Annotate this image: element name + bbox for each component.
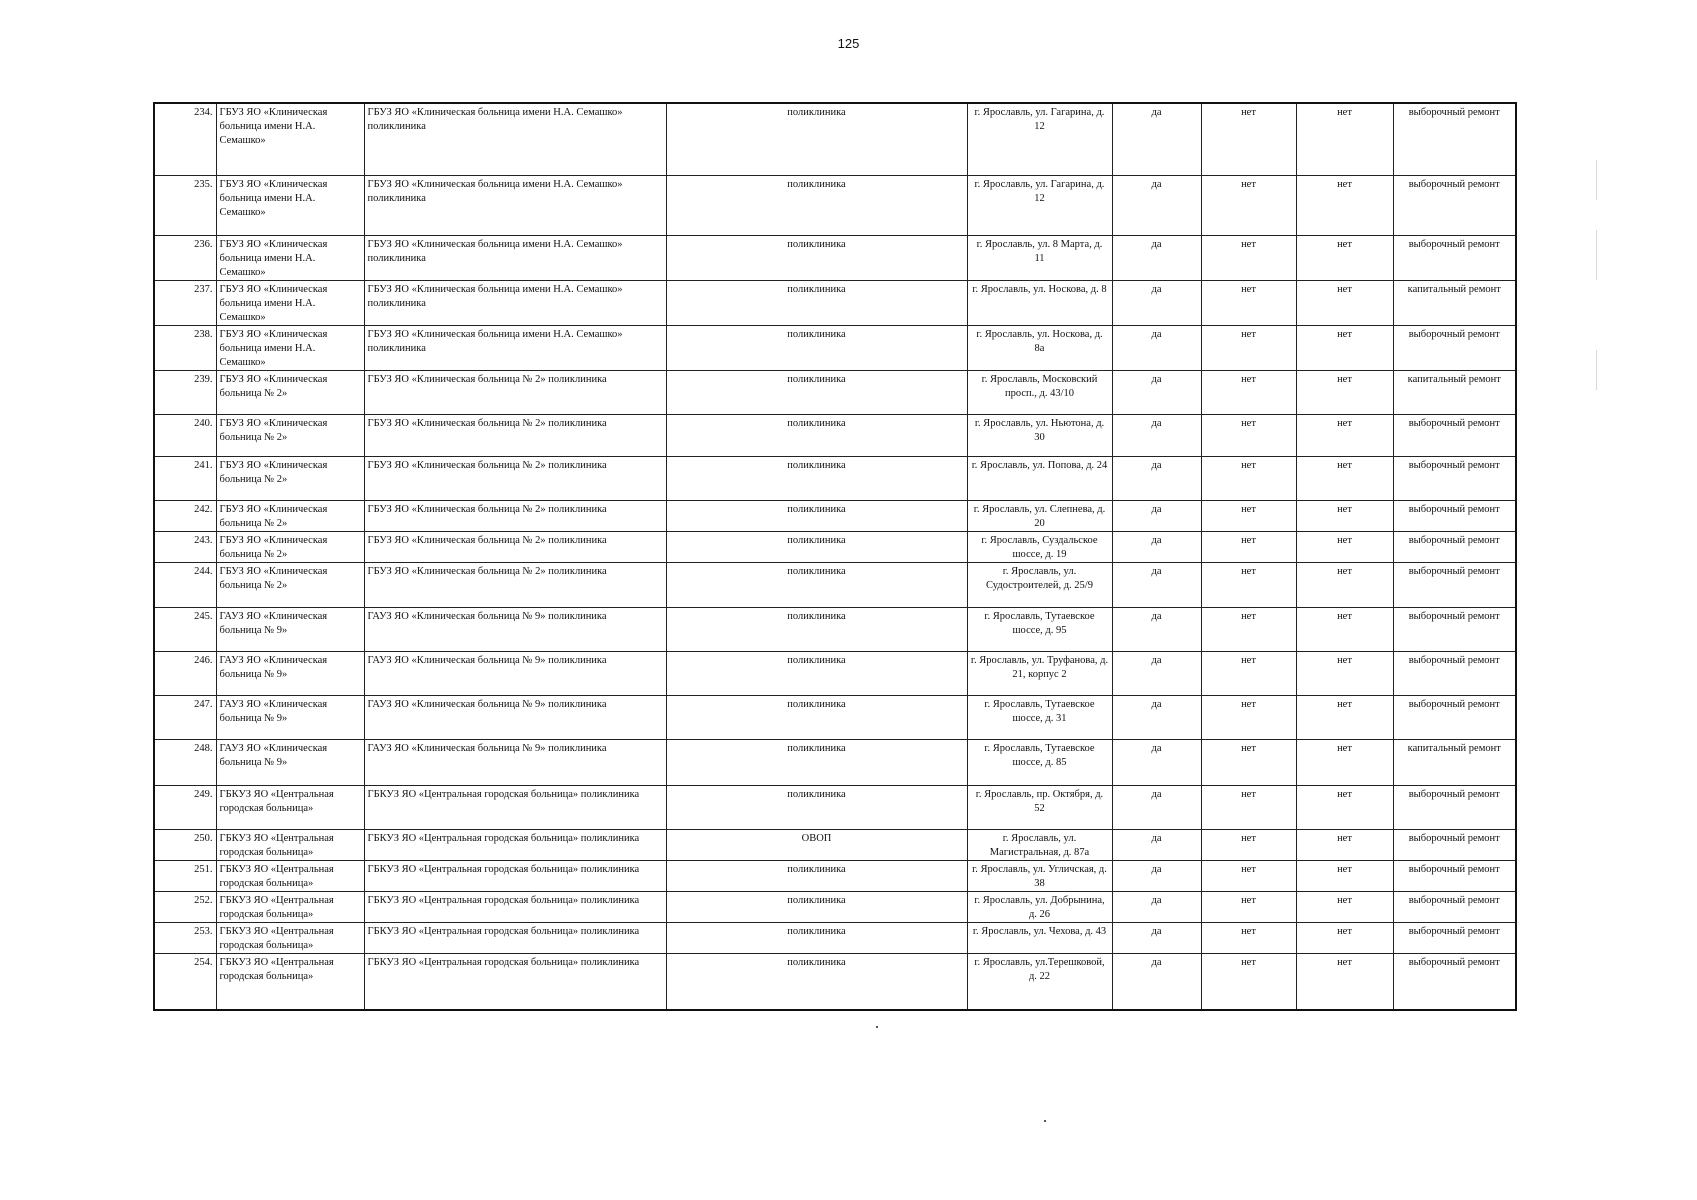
- flag-col-1: да: [1112, 785, 1201, 829]
- flag-col-2: нет: [1201, 531, 1296, 562]
- org-short-name: ГБКУЗ ЯО «Центральная городская больница»: [216, 860, 364, 891]
- flag-col-3: нет: [1296, 562, 1393, 607]
- flag-col-3: нет: [1296, 891, 1393, 922]
- table-row: [154, 531, 1516, 562]
- repair-type: выборочный ремонт: [1393, 829, 1516, 860]
- repair-type: выборочный ремонт: [1393, 456, 1516, 500]
- table-row: [154, 607, 1516, 651]
- row-number: 234.: [154, 103, 216, 175]
- facility-type: поликлиника: [666, 562, 967, 607]
- org-full-name: ГБКУЗ ЯО «Центральная городская больница» поликлиника: [364, 891, 666, 922]
- flag-col-2: нет: [1201, 414, 1296, 456]
- flag-col-1: да: [1112, 562, 1201, 607]
- table-row: [154, 695, 1516, 739]
- flag-col-2: нет: [1201, 651, 1296, 695]
- flag-col-1: да: [1112, 500, 1201, 531]
- facility-address: г. Ярославль, ул. Ньютона, д. 30: [967, 414, 1112, 456]
- facility-type: поликлиника: [666, 739, 967, 785]
- org-short-name: ГБКУЗ ЯО «Центральная городская больница»: [216, 829, 364, 860]
- facility-address: г. Ярославль, ул. Труфанова, д. 21, корпус 2: [967, 651, 1112, 695]
- org-full-name: ГБУЗ ЯО «Клиническая больница имени Н.А. Семашко» поликлиника: [364, 325, 666, 370]
- flag-col-1: да: [1112, 175, 1201, 235]
- table-row: [154, 456, 1516, 500]
- flag-col-2: нет: [1201, 607, 1296, 651]
- org-full-name: ГАУЗ ЯО «Клиническая больница № 9» поликлиника: [364, 607, 666, 651]
- repair-type: выборочный ремонт: [1393, 651, 1516, 695]
- flag-col-2: нет: [1201, 829, 1296, 860]
- table-row: [154, 922, 1516, 953]
- repair-type: выборочный ремонт: [1393, 860, 1516, 891]
- table-row: [154, 953, 1516, 1010]
- org-full-name: ГБУЗ ЯО «Клиническая больница имени Н.А. Семашко» поликлиника: [364, 280, 666, 325]
- org-full-name: ГАУЗ ЯО «Клиническая больница № 9» поликлиника: [364, 739, 666, 785]
- repair-type: выборочный ремонт: [1393, 953, 1516, 1010]
- org-short-name: ГБУЗ ЯО «Клиническая больница № 2»: [216, 500, 364, 531]
- flag-col-2: нет: [1201, 235, 1296, 280]
- row-number: 242.: [154, 500, 216, 531]
- table-row: [154, 860, 1516, 891]
- flag-col-3: нет: [1296, 785, 1393, 829]
- facility-type: поликлиника: [666, 860, 967, 891]
- row-number: 237.: [154, 280, 216, 325]
- facility-type: поликлиника: [666, 235, 967, 280]
- table-row: [154, 500, 1516, 531]
- flag-col-1: да: [1112, 953, 1201, 1010]
- facility-address: г. Ярославль, Московский просп., д. 43/10: [967, 370, 1112, 414]
- facility-address: г. Ярославль, Тутаевское шоссе, д. 31: [967, 695, 1112, 739]
- row-number: 251.: [154, 860, 216, 891]
- facility-address: г. Ярославль, ул. Угличская, д. 38: [967, 860, 1112, 891]
- org-full-name: ГАУЗ ЯО «Клиническая больница № 9» поликлиника: [364, 651, 666, 695]
- flag-col-2: нет: [1201, 456, 1296, 500]
- row-number: 236.: [154, 235, 216, 280]
- org-full-name: ГАУЗ ЯО «Клиническая больница № 9» поликлиника: [364, 695, 666, 739]
- repair-type: выборочный ремонт: [1393, 695, 1516, 739]
- flag-col-2: нет: [1201, 891, 1296, 922]
- org-short-name: ГБУЗ ЯО «Клиническая больница имени Н.А. Семашко»: [216, 103, 364, 175]
- scan-speck: [876, 1026, 878, 1028]
- repair-type: выборочный ремонт: [1393, 785, 1516, 829]
- facility-type: поликлиника: [666, 280, 967, 325]
- org-short-name: ГБКУЗ ЯО «Центральная городская больница»: [216, 891, 364, 922]
- facility-address: г. Ярославль, ул. Магистральная, д. 87а: [967, 829, 1112, 860]
- facility-address: г. Ярославль, ул. 8 Марта, д. 11: [967, 235, 1112, 280]
- facility-type: поликлиника: [666, 370, 967, 414]
- org-full-name: ГБУЗ ЯО «Клиническая больница имени Н.А. Семашко» поликлиника: [364, 235, 666, 280]
- flag-col-2: нет: [1201, 739, 1296, 785]
- table-row: [154, 739, 1516, 785]
- facility-address: г. Ярославль, ул. Слепнева, д. 20: [967, 500, 1112, 531]
- row-number: 252.: [154, 891, 216, 922]
- facility-address: г. Ярославль, ул. Гагарина, д. 12: [967, 175, 1112, 235]
- facility-address: г. Ярославль, ул. Судостроителей, д. 25/9: [967, 562, 1112, 607]
- flag-col-3: нет: [1296, 607, 1393, 651]
- facility-type: поликлиника: [666, 651, 967, 695]
- facility-address: г. Ярославль, Суздальское шоссе, д. 19: [967, 531, 1112, 562]
- table-body: [154, 103, 1516, 1010]
- flag-col-2: нет: [1201, 785, 1296, 829]
- flag-col-1: да: [1112, 891, 1201, 922]
- repair-type: капитальный ремонт: [1393, 370, 1516, 414]
- table-row: [154, 829, 1516, 860]
- facility-type: поликлиника: [666, 531, 967, 562]
- flag-col-1: да: [1112, 531, 1201, 562]
- org-full-name: ГБКУЗ ЯО «Центральная городская больница» поликлиника: [364, 860, 666, 891]
- facility-type: поликлиника: [666, 695, 967, 739]
- row-number: 247.: [154, 695, 216, 739]
- flag-col-1: да: [1112, 235, 1201, 280]
- row-number: 241.: [154, 456, 216, 500]
- table-row: [154, 562, 1516, 607]
- flag-col-3: нет: [1296, 953, 1393, 1010]
- facility-address: г. Ярославль, Тутаевское шоссе, д. 95: [967, 607, 1112, 651]
- org-full-name: ГБУЗ ЯО «Клиническая больница имени Н.А. Семашко» поликлиника: [364, 103, 666, 175]
- flag-col-3: нет: [1296, 175, 1393, 235]
- flag-col-1: да: [1112, 414, 1201, 456]
- row-number: 249.: [154, 785, 216, 829]
- flag-col-3: нет: [1296, 860, 1393, 891]
- flag-col-1: да: [1112, 607, 1201, 651]
- repair-type: выборочный ремонт: [1393, 531, 1516, 562]
- org-short-name: ГАУЗ ЯО «Клиническая больница № 9»: [216, 607, 364, 651]
- row-number: 246.: [154, 651, 216, 695]
- org-short-name: ГБУЗ ЯО «Клиническая больница № 2»: [216, 562, 364, 607]
- facility-type: поликлиника: [666, 953, 967, 1010]
- org-full-name: ГБУЗ ЯО «Клиническая больница № 2» поликлиника: [364, 414, 666, 456]
- table-row: [154, 235, 1516, 280]
- flag-col-3: нет: [1296, 922, 1393, 953]
- scan-artifact: [1596, 350, 1597, 390]
- flag-col-3: нет: [1296, 414, 1393, 456]
- row-number: 250.: [154, 829, 216, 860]
- org-full-name: ГБКУЗ ЯО «Центральная городская больница» поликлиника: [364, 785, 666, 829]
- flag-col-2: нет: [1201, 860, 1296, 891]
- row-number: 253.: [154, 922, 216, 953]
- org-short-name: ГАУЗ ЯО «Клиническая больница № 9»: [216, 651, 364, 695]
- facility-type: поликлиника: [666, 456, 967, 500]
- table-row: [154, 370, 1516, 414]
- flag-col-1: да: [1112, 456, 1201, 500]
- flag-col-1: да: [1112, 651, 1201, 695]
- facility-type: поликлиника: [666, 175, 967, 235]
- row-number: 243.: [154, 531, 216, 562]
- row-number: 244.: [154, 562, 216, 607]
- org-full-name: ГБКУЗ ЯО «Центральная городская больница» поликлиника: [364, 922, 666, 953]
- flag-col-1: да: [1112, 739, 1201, 785]
- row-number: 248.: [154, 739, 216, 785]
- table-row: [154, 103, 1516, 175]
- org-full-name: ГБКУЗ ЯО «Центральная городская больница» поликлиника: [364, 829, 666, 860]
- org-short-name: ГБУЗ ЯО «Клиническая больница имени Н.А. Семашко»: [216, 325, 364, 370]
- facility-type: поликлиника: [666, 891, 967, 922]
- flag-col-2: нет: [1201, 325, 1296, 370]
- flag-col-1: да: [1112, 695, 1201, 739]
- facility-address: г. Ярославль, ул. Чехова, д. 43: [967, 922, 1112, 953]
- facility-address: г. Ярославль, ул.Терешковой, д. 22: [967, 953, 1112, 1010]
- facility-address: г. Ярославль, ул. Носкова, д. 8: [967, 280, 1112, 325]
- row-number: 254.: [154, 953, 216, 1010]
- row-number: 238.: [154, 325, 216, 370]
- flag-col-2: нет: [1201, 175, 1296, 235]
- facilities-table: [153, 102, 1517, 1011]
- org-short-name: ГБУЗ ЯО «Клиническая больница имени Н.А. Семашко»: [216, 235, 364, 280]
- org-short-name: ГАУЗ ЯО «Клиническая больница № 9»: [216, 739, 364, 785]
- org-short-name: ГБКУЗ ЯО «Центральная городская больница»: [216, 953, 364, 1010]
- repair-type: выборочный ремонт: [1393, 500, 1516, 531]
- repair-type: выборочный ремонт: [1393, 607, 1516, 651]
- flag-col-3: нет: [1296, 456, 1393, 500]
- flag-col-2: нет: [1201, 953, 1296, 1010]
- repair-type: выборочный ремонт: [1393, 235, 1516, 280]
- flag-col-2: нет: [1201, 922, 1296, 953]
- row-number: 235.: [154, 175, 216, 235]
- facility-type: поликлиника: [666, 325, 967, 370]
- table-row: [154, 175, 1516, 235]
- facility-type: поликлиника: [666, 922, 967, 953]
- table-row: [154, 325, 1516, 370]
- row-number: 245.: [154, 607, 216, 651]
- org-short-name: ГБУЗ ЯО «Клиническая больница № 2»: [216, 531, 364, 562]
- flag-col-3: нет: [1296, 500, 1393, 531]
- facility-address: г. Ярославль, ул. Носкова, д. 8а: [967, 325, 1112, 370]
- repair-type: выборочный ремонт: [1393, 891, 1516, 922]
- org-full-name: ГБУЗ ЯО «Клиническая больница № 2» поликлиника: [364, 500, 666, 531]
- scan-speck: [1044, 1120, 1046, 1122]
- org-short-name: ГБУЗ ЯО «Клиническая больница № 2»: [216, 370, 364, 414]
- org-short-name: ГБКУЗ ЯО «Центральная городская больница»: [216, 922, 364, 953]
- repair-type: выборочный ремонт: [1393, 562, 1516, 607]
- flag-col-1: да: [1112, 829, 1201, 860]
- flag-col-3: нет: [1296, 325, 1393, 370]
- flag-col-3: нет: [1296, 695, 1393, 739]
- flag-col-2: нет: [1201, 695, 1296, 739]
- flag-col-2: нет: [1201, 500, 1296, 531]
- table-row: [154, 414, 1516, 456]
- facility-type: ОВОП: [666, 829, 967, 860]
- flag-col-2: нет: [1201, 370, 1296, 414]
- org-full-name: ГБКУЗ ЯО «Центральная городская больница» поликлиника: [364, 953, 666, 1010]
- flag-col-3: нет: [1296, 235, 1393, 280]
- flag-col-3: нет: [1296, 829, 1393, 860]
- repair-type: выборочный ремонт: [1393, 175, 1516, 235]
- facility-type: поликлиника: [666, 103, 967, 175]
- org-short-name: ГБУЗ ЯО «Клиническая больница имени Н.А. Семашко»: [216, 280, 364, 325]
- flag-col-1: да: [1112, 103, 1201, 175]
- facility-type: поликлиника: [666, 500, 967, 531]
- facility-address: г. Ярославль, Тутаевское шоссе, д. 85: [967, 739, 1112, 785]
- repair-type: капитальный ремонт: [1393, 739, 1516, 785]
- flag-col-1: да: [1112, 325, 1201, 370]
- row-number: 239.: [154, 370, 216, 414]
- org-full-name: ГБУЗ ЯО «Клиническая больница имени Н.А. Семашко» поликлиника: [364, 175, 666, 235]
- page-number: 125: [837, 36, 860, 51]
- flag-col-3: нет: [1296, 739, 1393, 785]
- facility-type: поликлиника: [666, 607, 967, 651]
- facility-address: г. Ярославль, ул. Добрынина, д. 26: [967, 891, 1112, 922]
- org-short-name: ГБУЗ ЯО «Клиническая больница № 2»: [216, 456, 364, 500]
- org-short-name: ГБУЗ ЯО «Клиническая больница имени Н.А. Семашко»: [216, 175, 364, 235]
- flag-col-3: нет: [1296, 370, 1393, 414]
- row-number: 240.: [154, 414, 216, 456]
- flag-col-3: нет: [1296, 103, 1393, 175]
- org-full-name: ГБУЗ ЯО «Клиническая больница № 2» поликлиника: [364, 456, 666, 500]
- org-short-name: ГБУЗ ЯО «Клиническая больница № 2»: [216, 414, 364, 456]
- table-row: [154, 785, 1516, 829]
- flag-col-1: да: [1112, 860, 1201, 891]
- scan-artifact: [1596, 160, 1597, 200]
- facility-type: поликлиника: [666, 414, 967, 456]
- flag-col-2: нет: [1201, 103, 1296, 175]
- scan-artifact: [1596, 230, 1597, 280]
- table-row: [154, 280, 1516, 325]
- org-full-name: ГБУЗ ЯО «Клиническая больница № 2» поликлиника: [364, 531, 666, 562]
- facility-type: поликлиника: [666, 785, 967, 829]
- repair-type: выборочный ремонт: [1393, 414, 1516, 456]
- org-short-name: ГАУЗ ЯО «Клиническая больница № 9»: [216, 695, 364, 739]
- flag-col-1: да: [1112, 280, 1201, 325]
- repair-type: выборочный ремонт: [1393, 325, 1516, 370]
- org-full-name: ГБУЗ ЯО «Клиническая больница № 2» поликлиника: [364, 370, 666, 414]
- repair-type: капитальный ремонт: [1393, 280, 1516, 325]
- flag-col-1: да: [1112, 370, 1201, 414]
- org-full-name: ГБУЗ ЯО «Клиническая больница № 2» поликлиника: [364, 562, 666, 607]
- repair-type: выборочный ремонт: [1393, 103, 1516, 175]
- table-row: [154, 891, 1516, 922]
- flag-col-3: нет: [1296, 280, 1393, 325]
- flag-col-3: нет: [1296, 651, 1393, 695]
- flag-col-2: нет: [1201, 280, 1296, 325]
- flag-col-1: да: [1112, 922, 1201, 953]
- org-short-name: ГБКУЗ ЯО «Центральная городская больница»: [216, 785, 364, 829]
- table-row: [154, 651, 1516, 695]
- flag-col-3: нет: [1296, 531, 1393, 562]
- facility-address: г. Ярославль, пр. Октября, д. 52: [967, 785, 1112, 829]
- repair-type: выборочный ремонт: [1393, 922, 1516, 953]
- facility-address: г. Ярославль, ул. Гагарина, д. 12: [967, 103, 1112, 175]
- flag-col-2: нет: [1201, 562, 1296, 607]
- facility-address: г. Ярославль, ул. Попова, д. 24: [967, 456, 1112, 500]
